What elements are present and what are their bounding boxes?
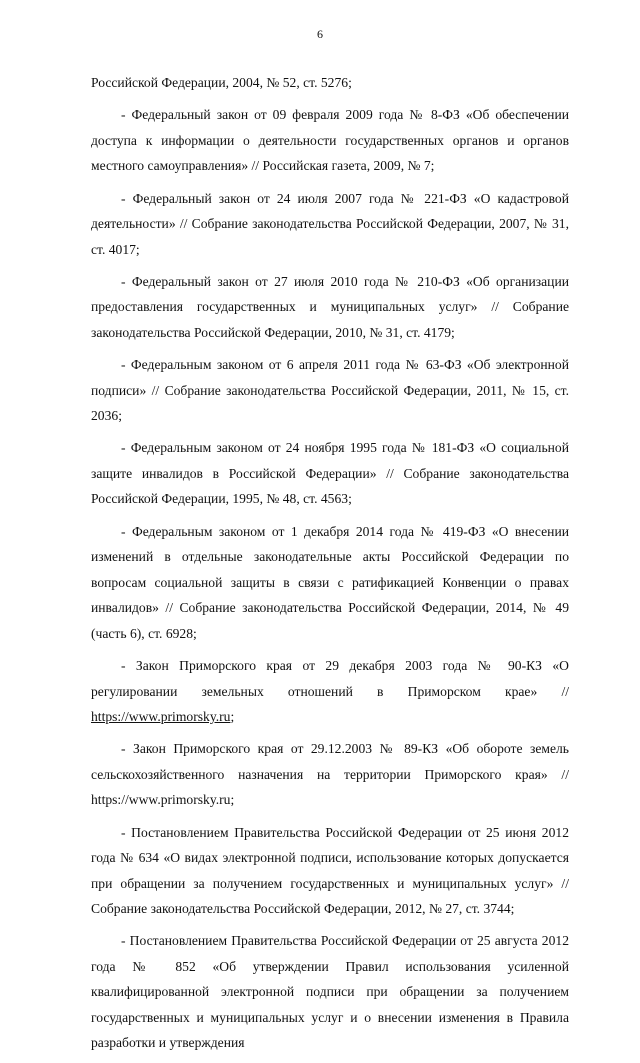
paragraph: - Федеральный закон от 24 июля 2007 года № 221-ФЗ «О кадастровой деятельности» // Собрание законодательства Российской Федерации, 2007, № 31, ст. 4017; (91, 190, 569, 257)
document-body (91, 70, 569, 1063)
paragraph: - Постановлением Правительства Российской Федерации от 25 июня 2012 года № 634 «О видах электронной подписи, использование которых допускается при обращении за получением государственных и муниципальных услуг» // Собрание законодательства Российской Федерации, 2012, № 27, ст. 3744; (91, 824, 569, 917)
paragraph: - Федеральным законом от 1 декабря 2014 года № 419-ФЗ «О внесении изменений в отдельные законодательные акты Российской Федерации по вопросам социальной защиты в связи с ратификацией Конвенции о правах инвалидов» // Собрание законодательства Российской Федерации, 2014, № 49 (часть 6), ст. 6928; (91, 523, 569, 641)
paragraph: - Федеральный закон от 09 февраля 2009 года № 8-ФЗ «Об обеспечении доступа к информации о деятельности государственных органов и органов местного самоуправления» // Российская газета, 2009, № 7; (91, 107, 569, 174)
paragraph: - Федеральным законом от 24 ноября 1995 года № 181-ФЗ «О социальной защите инвалидов в Российской Федерации» // Собрание законодательства Российской Федерации, 1995, № 48, ст. 4563; (91, 440, 569, 507)
paragraph: - Федеральным законом от 6 апреля 2011 года № 63-ФЗ «Об электронной подписи» // Собрание законодательства Российской Федерации, 2011, № 15, ст. 2036; (91, 357, 569, 424)
paragraph-text: - Закон Приморского края от 29 декабря 2003 года № 90-КЗ «О регулировании земельных отношений в Приморском крае» // (91, 658, 569, 699)
paragraph: Российской Федерации, 2004, № 52, ст. 5276; (91, 75, 352, 90)
paragraph: - Федеральный закон от 27 июля 2010 года № 210-ФЗ «Об организации предоставления государственных и муниципальных услуг» // Собрание законодательства Российской Федерации, 2010, № 31, ст. 4179; (91, 273, 569, 340)
paragraph: - Закон Приморского края от 29.12.2003 № 89-КЗ «Об обороте земель сельскохозяйственного назначения на территории Приморского края» // https://www.primorsky.ru; (91, 741, 569, 808)
page-number: 6 (317, 27, 323, 41)
primorsky-link[interactable]: https://www.primorsky.ru (91, 709, 231, 725)
paragraph (91, 653, 569, 730)
paragraph-tail: ; (230, 709, 235, 725)
paragraph: - Постановлением Правительства Российской Федерации от 25 августа 2012 года № 852 «Об утверждении Правил использования усиленной квалифицированной электронной подписи при обращении за получением государственных и муниципальных услуг и о внесении изменения в Правила разработки и утверждения (91, 933, 569, 1051)
